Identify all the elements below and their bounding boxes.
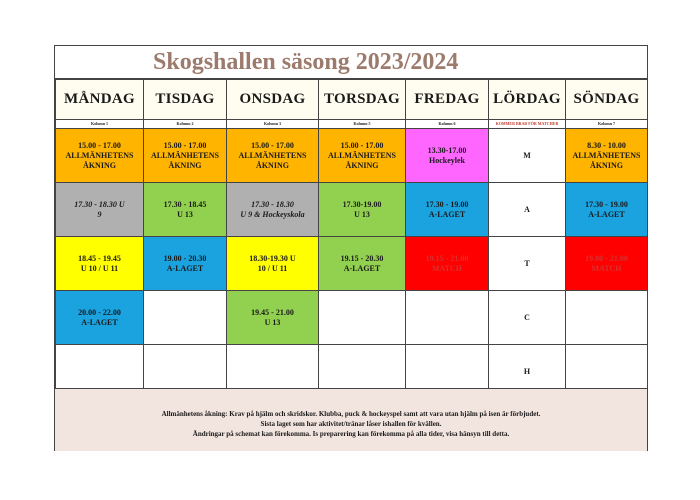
- schedule-cell: [406, 291, 489, 345]
- cell-line: 17.30 - 19.00: [425, 199, 469, 209]
- cell-line: A-LAGET: [166, 263, 204, 273]
- schedule-cell: [56, 183, 144, 237]
- vertical-letter: H: [489, 345, 566, 399]
- schedule-cell: [56, 237, 144, 291]
- schedule-cell: [56, 291, 144, 345]
- schedule-cell: [319, 129, 406, 183]
- cell-line: MATCH: [431, 263, 463, 273]
- schedule-cell: [227, 291, 319, 345]
- cell-line: 15.00 - 17.00: [163, 140, 207, 150]
- vertical-letter: C: [489, 291, 566, 345]
- cell-line: 20.00 - 22.00: [78, 307, 121, 317]
- cell-line: ALLMÄNHETENS: [150, 150, 219, 160]
- cell-line: U 13: [354, 209, 370, 219]
- cell-line: ALLMÄNHETENS: [65, 150, 134, 160]
- column-label-row: [56, 120, 648, 129]
- cell-line: U 10 / U 11: [80, 263, 119, 273]
- cell-line: ALLMÄNHETENS: [572, 150, 641, 160]
- cell-line: A-LAGET: [81, 317, 118, 327]
- cell-line: 17.30 - 18.45: [163, 199, 207, 209]
- vertical-letter: M: [489, 129, 566, 183]
- cell-line: 19.00 - 20.30: [163, 253, 207, 263]
- day-header-row: [56, 80, 648, 120]
- schedule-cell: [406, 183, 489, 237]
- schedule-cell: [406, 237, 489, 291]
- cell-line: ÅKNING: [345, 160, 379, 170]
- cell-line: A-LAGET: [343, 263, 381, 273]
- cell-line: ÅKNING: [168, 160, 202, 170]
- schedule-cell: [406, 129, 489, 183]
- cell-line: ALLMÄNHETENS: [327, 150, 396, 160]
- cell-line: 19.00 - 21.00: [585, 253, 628, 263]
- cell-line: 18.45 - 19.45: [78, 253, 121, 263]
- schedule-cell: [227, 183, 319, 237]
- schedule-table: [55, 79, 648, 399]
- cell-line: 9: [97, 209, 102, 219]
- schedule-row: [56, 183, 648, 237]
- cell-line: U 9 & Hockeyskola: [240, 209, 305, 219]
- cell-line: ÅKNING: [590, 160, 623, 170]
- cell-line: 17.30 - 18.30: [251, 199, 294, 209]
- column-label: Kolumn 1: [56, 120, 144, 129]
- schedule-cell: [227, 129, 319, 183]
- footer-notes: [55, 388, 647, 451]
- cell-line: 17.30-19.00: [342, 199, 382, 209]
- cell-line: 17.30 - 19.00: [585, 199, 628, 209]
- page-title: Skogshallen säsong 2023/2024: [153, 49, 459, 75]
- cell-line: 19.45 - 21.00: [251, 307, 294, 317]
- cell-line: U 13: [264, 317, 281, 327]
- schedule-row: [56, 291, 648, 345]
- column-label: Kolumn 7: [566, 120, 648, 129]
- column-label: Kolumn 5: [319, 120, 406, 129]
- cell-line: 19.15 - 21.00: [425, 253, 469, 263]
- schedule-cell: [144, 183, 227, 237]
- column-label: Kolumn 3: [227, 120, 319, 129]
- cell-line: ÅKNING: [256, 160, 289, 170]
- day-header: LÖRDAG: [489, 80, 566, 120]
- cell-line: 15.00 - 17.00: [340, 140, 384, 150]
- cell-line: Hockeylek: [429, 155, 465, 165]
- schedule-cell: [319, 291, 406, 345]
- schedule-cell: [144, 291, 227, 345]
- column-label: Kolumn 2: [144, 120, 227, 129]
- cell-line: A-LAGET: [428, 209, 466, 219]
- schedule-cell: [566, 129, 648, 183]
- title-bar: [55, 46, 647, 79]
- cell-line: A-LAGET: [588, 209, 625, 219]
- cell-line: 19.15 - 20.30: [340, 253, 384, 263]
- cell-line: 15.00 - 17.00: [78, 140, 121, 150]
- schedule-row: [56, 129, 648, 183]
- schedule-cell: [227, 237, 319, 291]
- schedule-row: [56, 237, 648, 291]
- cell-line: U 13: [177, 209, 193, 219]
- footer-line: Ändringar på schemat kan förekomma. Is preparering kan förekomma på alla tider, visa hänsyn till detta.: [192, 430, 510, 438]
- schedule-cell: [144, 237, 227, 291]
- vertical-letter: A: [489, 183, 566, 237]
- cell-line: ALLMÄNHETENS: [238, 150, 307, 160]
- cell-line: 17.30 - 18.30 U: [74, 199, 125, 209]
- footer-line: Allmänhetens åkning: Krav på hjälm och skridskor. Klubba, puck & hockeyspel samt att vara utan hjälm på isen är förbjudet.: [161, 410, 541, 418]
- day-header: FREDAG: [406, 80, 489, 120]
- day-header: MÅNDAG: [56, 80, 144, 120]
- schedule-sheet: [54, 45, 648, 451]
- day-header: ONSDAG: [227, 80, 319, 120]
- cell-line: 8.30 - 10.00: [587, 140, 626, 150]
- cell-line: MATCH: [591, 263, 622, 273]
- day-header: TISDAG: [144, 80, 227, 120]
- column-label: Kolumn 6: [406, 120, 489, 129]
- schedule-cell: [319, 237, 406, 291]
- schedule-cell: [144, 129, 227, 183]
- column-label: KOMMER BRAD FÖR MATCHER: [489, 120, 566, 129]
- schedule-cell: [319, 183, 406, 237]
- day-header: TORSDAG: [319, 80, 406, 120]
- schedule-cell: [566, 237, 648, 291]
- cell-line: 18.30-19.30 U: [249, 253, 296, 263]
- schedule-cell: [56, 129, 144, 183]
- cell-line: 10 / U 11: [257, 263, 288, 273]
- vertical-letter: T: [489, 237, 566, 291]
- cell-line: ÅKNING: [83, 160, 116, 170]
- cell-line: 15.00 - 17.00: [251, 140, 294, 150]
- schedule-cell: [566, 291, 648, 345]
- cell-line: 13.30-17.00: [427, 145, 467, 155]
- footer-line: Sista laget som har aktivitet/tränar låser ishallen för kvällen.: [260, 420, 442, 428]
- day-header: SÖNDAG: [566, 80, 648, 120]
- schedule-cell: [566, 183, 648, 237]
